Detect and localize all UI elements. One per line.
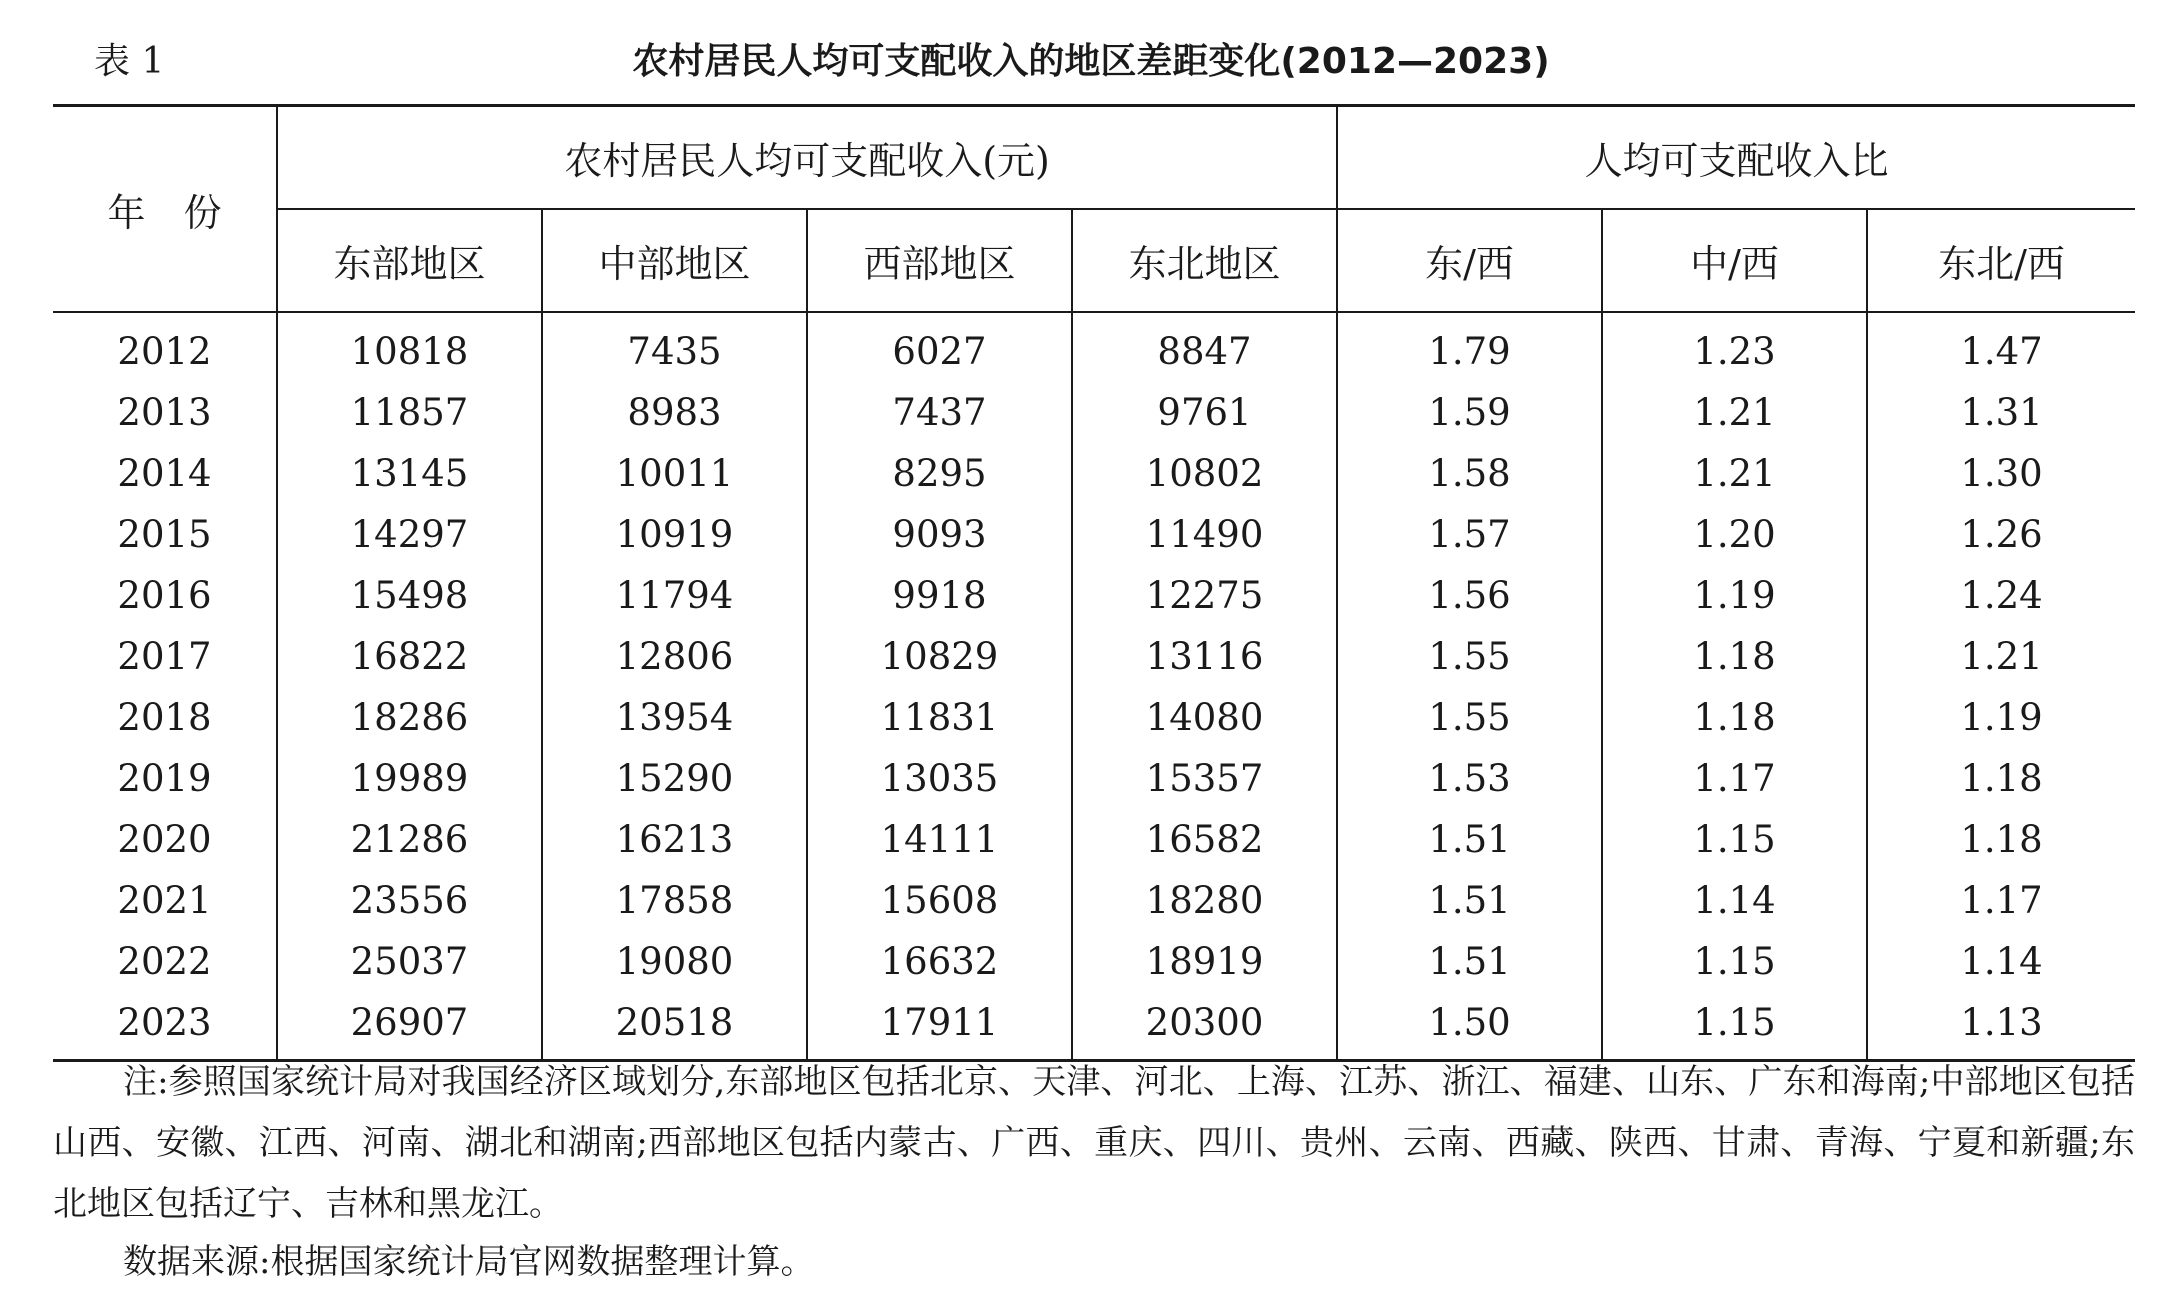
value-cell: 16213 bbox=[542, 809, 807, 870]
value-cell: 1.15 bbox=[1602, 809, 1867, 870]
table-row bbox=[53, 382, 2135, 443]
value-cell: 12275 bbox=[1072, 565, 1337, 626]
year-column-header: 年 份 bbox=[107, 190, 222, 235]
table-note: 注:参照国家统计局对我国经济区域划分,东部地区包括北京、天津、河北、上海、江苏、浙江、福建、山东、广东和海南;中部地区包括山西、安徽、江西、河南、湖北和湖南;西部地区包括内蒙古、广西、重庆、四川、贵州、云南、西藏、陕西、甘肃、青海、宁夏和新疆;东北地区包括辽宁、吉林和黑龙江。 bbox=[53, 1062, 2135, 1224]
value-cell: 1.51 bbox=[1337, 931, 1602, 992]
table-row bbox=[53, 748, 2135, 809]
value-cell: 1.30 bbox=[1867, 443, 2135, 504]
table-row bbox=[53, 312, 2135, 382]
value-cell: 1.59 bbox=[1337, 382, 1602, 443]
year-cell: 2020 bbox=[117, 818, 212, 861]
value-cell: 1.57 bbox=[1337, 504, 1602, 565]
table-row bbox=[53, 443, 2135, 504]
year-cell: 2012 bbox=[117, 330, 212, 373]
value-cell: 20518 bbox=[542, 992, 807, 1061]
value-cell: 10011 bbox=[542, 443, 807, 504]
value-cell: 15290 bbox=[542, 748, 807, 809]
year-cell: 2013 bbox=[117, 391, 212, 434]
value-cell: 15608 bbox=[807, 870, 1072, 931]
income-table bbox=[53, 104, 2135, 1062]
header-row-group bbox=[53, 106, 2135, 210]
table-row bbox=[53, 687, 2135, 748]
value-cell: 8847 bbox=[1072, 312, 1337, 382]
value-cell: 14080 bbox=[1072, 687, 1337, 748]
value-cell: 1.17 bbox=[1867, 870, 2135, 931]
value-cell: 12806 bbox=[542, 626, 807, 687]
value-cell: 1.15 bbox=[1602, 931, 1867, 992]
value-cell: 19989 bbox=[277, 748, 542, 809]
value-cell: 1.14 bbox=[1602, 870, 1867, 931]
value-cell: 18280 bbox=[1072, 870, 1337, 931]
income-group-header: 农村居民人均可支配收入(元) bbox=[277, 106, 1337, 210]
value-cell: 1.53 bbox=[1337, 748, 1602, 809]
value-cell: 1.19 bbox=[1867, 687, 2135, 748]
value-cell: 1.15 bbox=[1602, 992, 1867, 1061]
value-cell: 8983 bbox=[542, 382, 807, 443]
table-row bbox=[53, 626, 2135, 687]
value-cell: 6027 bbox=[807, 312, 1072, 382]
year-cell: 2021 bbox=[117, 879, 212, 922]
column-header-west: 西部地区 bbox=[807, 209, 1072, 312]
value-cell: 1.50 bbox=[1337, 992, 1602, 1061]
year-cell: 2022 bbox=[117, 940, 212, 983]
value-cell: 13116 bbox=[1072, 626, 1337, 687]
value-cell: 13145 bbox=[277, 443, 542, 504]
value-cell: 16822 bbox=[277, 626, 542, 687]
value-cell: 1.18 bbox=[1867, 809, 2135, 870]
column-header-east-west-ratio: 东/西 bbox=[1337, 209, 1602, 312]
value-cell: 7437 bbox=[807, 382, 1072, 443]
table-row bbox=[53, 992, 2135, 1061]
value-cell: 1.55 bbox=[1337, 626, 1602, 687]
value-cell: 1.20 bbox=[1602, 504, 1867, 565]
value-cell: 25037 bbox=[277, 931, 542, 992]
value-cell: 26907 bbox=[277, 992, 542, 1061]
year-cell: 2014 bbox=[117, 452, 212, 495]
value-cell: 7435 bbox=[542, 312, 807, 382]
table-row bbox=[53, 931, 2135, 992]
table-row bbox=[53, 870, 2135, 931]
value-cell: 9093 bbox=[807, 504, 1072, 565]
column-header-east: 东部地区 bbox=[277, 209, 542, 312]
ratio-group-header: 人均可支配收入比 bbox=[1337, 106, 2135, 210]
table-row bbox=[53, 504, 2135, 565]
year-cell: 2018 bbox=[117, 696, 212, 739]
value-cell: 1.51 bbox=[1337, 870, 1602, 931]
value-cell: 8295 bbox=[807, 443, 1072, 504]
value-cell: 1.51 bbox=[1337, 809, 1602, 870]
value-cell: 15357 bbox=[1072, 748, 1337, 809]
value-cell: 11857 bbox=[277, 382, 542, 443]
column-header-central-west-ratio: 中/西 bbox=[1602, 209, 1867, 312]
value-cell: 17858 bbox=[542, 870, 807, 931]
value-cell: 18919 bbox=[1072, 931, 1337, 992]
value-cell: 1.79 bbox=[1337, 312, 1602, 382]
value-cell: 21286 bbox=[277, 809, 542, 870]
value-cell: 1.58 bbox=[1337, 443, 1602, 504]
column-header-central: 中部地区 bbox=[542, 209, 807, 312]
column-header-northeast: 东北地区 bbox=[1072, 209, 1337, 312]
data-source: 数据来源:根据国家统计局官网数据整理计算。 bbox=[123, 1242, 815, 1282]
value-cell: 11490 bbox=[1072, 504, 1337, 565]
value-cell: 1.21 bbox=[1602, 443, 1867, 504]
value-cell: 1.47 bbox=[1867, 312, 2135, 382]
value-cell: 1.18 bbox=[1867, 748, 2135, 809]
value-cell: 1.21 bbox=[1602, 382, 1867, 443]
year-cell: 2017 bbox=[117, 635, 212, 678]
value-cell: 20300 bbox=[1072, 992, 1337, 1061]
value-cell: 23556 bbox=[277, 870, 542, 931]
value-cell: 10919 bbox=[542, 504, 807, 565]
value-cell: 19080 bbox=[542, 931, 807, 992]
year-cell: 2015 bbox=[117, 513, 212, 556]
table-label: 表 1 bbox=[94, 41, 165, 82]
value-cell: 1.18 bbox=[1602, 687, 1867, 748]
header-row-columns bbox=[53, 209, 2135, 312]
value-cell: 1.13 bbox=[1867, 992, 2135, 1061]
value-cell: 13035 bbox=[807, 748, 1072, 809]
value-cell: 1.17 bbox=[1602, 748, 1867, 809]
value-cell: 1.21 bbox=[1867, 626, 2135, 687]
value-cell: 9918 bbox=[807, 565, 1072, 626]
value-cell: 1.19 bbox=[1602, 565, 1867, 626]
value-cell: 14297 bbox=[277, 504, 542, 565]
value-cell: 1.26 bbox=[1867, 504, 2135, 565]
year-cell: 2016 bbox=[117, 574, 212, 617]
year-cell: 2019 bbox=[117, 757, 212, 800]
table-row bbox=[53, 565, 2135, 626]
value-cell: 1.14 bbox=[1867, 931, 2135, 992]
value-cell: 17911 bbox=[807, 992, 1072, 1061]
value-cell: 10802 bbox=[1072, 443, 1337, 504]
value-cell: 18286 bbox=[277, 687, 542, 748]
value-cell: 11831 bbox=[807, 687, 1072, 748]
year-cell: 2023 bbox=[117, 1001, 212, 1044]
value-cell: 13954 bbox=[542, 687, 807, 748]
value-cell: 16582 bbox=[1072, 809, 1337, 870]
value-cell: 1.31 bbox=[1867, 382, 2135, 443]
value-cell: 1.55 bbox=[1337, 687, 1602, 748]
value-cell: 1.56 bbox=[1337, 565, 1602, 626]
value-cell: 10818 bbox=[277, 312, 542, 382]
value-cell: 10829 bbox=[807, 626, 1072, 687]
value-cell: 16632 bbox=[807, 931, 1072, 992]
value-cell: 15498 bbox=[277, 565, 542, 626]
value-cell: 14111 bbox=[807, 809, 1072, 870]
value-cell: 1.23 bbox=[1602, 312, 1867, 382]
value-cell: 9761 bbox=[1072, 382, 1337, 443]
table-row bbox=[53, 809, 2135, 870]
table-body bbox=[53, 312, 2135, 1061]
value-cell: 1.18 bbox=[1602, 626, 1867, 687]
column-header-northeast-west-ratio: 东北/西 bbox=[1867, 209, 2135, 312]
value-cell: 11794 bbox=[542, 565, 807, 626]
table-title: 农村居民人均可支配收入的地区差距变化(2012—2023) bbox=[632, 41, 1550, 82]
value-cell: 1.24 bbox=[1867, 565, 2135, 626]
